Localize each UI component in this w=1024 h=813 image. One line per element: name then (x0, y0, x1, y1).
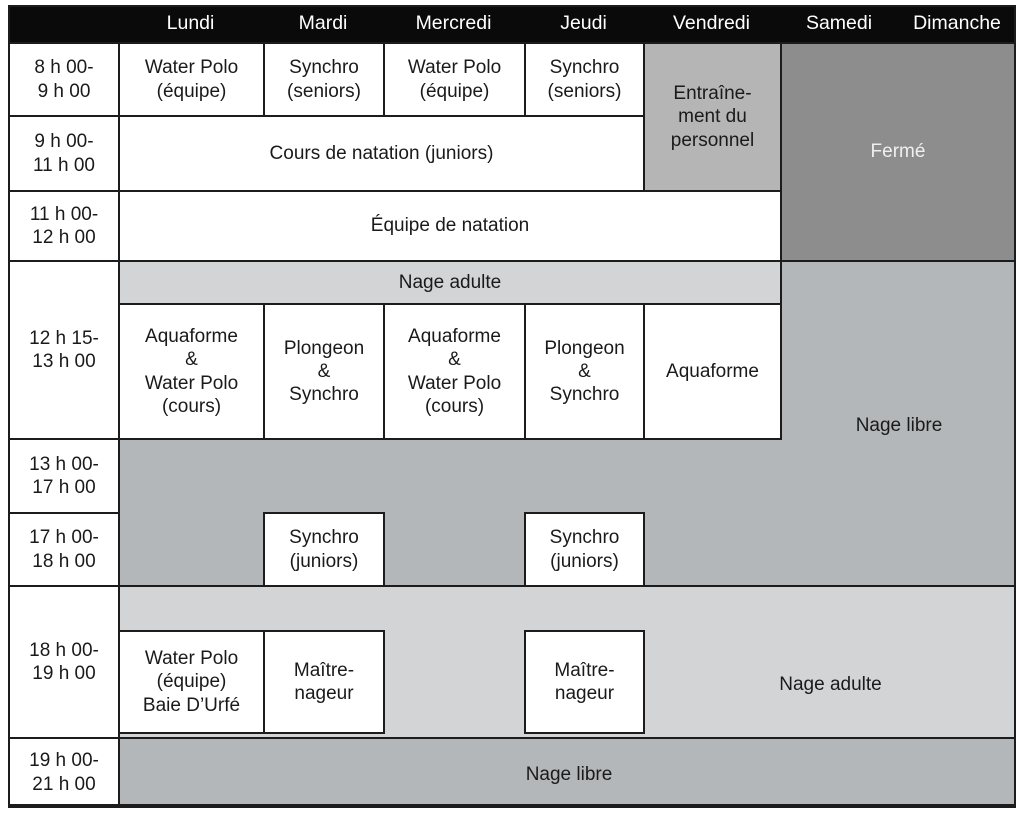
cell-12h-mardi-plongeon-synchro: Plongeon & Synchro (263, 303, 385, 440)
time-slot-11h: 11 h 00- 12 h 00 (8, 190, 120, 262)
day-header-vendredi: Vendredi (673, 12, 750, 34)
cell-8h-jeudi-synchro: Synchro (seniors) (524, 42, 645, 117)
cell-12h-vendredi-aquaforme: Aquaforme (643, 303, 782, 440)
cell-8h-mercredi-water-polo: Water Polo (équipe) (383, 42, 526, 117)
day-header-lundi: Lundi (166, 12, 215, 34)
cell-11h-swim-team: Équipe de natation (118, 190, 782, 262)
cell-weekend-closed: Fermé (780, 42, 1016, 262)
day-header-mercredi: Mercredi (415, 12, 492, 34)
free-swim-afternoon-label: Nage libre (855, 414, 943, 436)
time-slot-19h: 19 h 00- 21 h 00 (8, 737, 120, 808)
time-slot-17h: 17 h 00- 18 h 00 (8, 512, 120, 587)
adult-swim-evening-label: Nage adulte (779, 673, 882, 695)
cell-18h-jeudi-maitre-nageur: Maître- nageur (524, 630, 645, 734)
cell-12h-adult-swim-strip: Nage adulte (118, 260, 782, 305)
day-header-dimanche: Dimanche (913, 12, 1001, 34)
cell-18h-mardi-maitre-nageur: Maître- nageur (263, 630, 385, 734)
cell-9h-swim-lessons: Cours de natation (juniors) (118, 115, 645, 192)
cell-12h-mercredi-aquaforme-water-polo: Aquaforme & Water Polo (cours) (383, 303, 526, 440)
cell-vendredi-staff-training: Entraîne- ment du personnel (643, 42, 782, 192)
day-header-jeudi: Jeudi (560, 12, 607, 34)
time-slot-12h15: 12 h 15- 13 h 00 (8, 260, 120, 440)
free-swim-night-label: Nage libre (525, 763, 613, 785)
day-header-samedi: Samedi (805, 12, 873, 34)
time-slot-8h: 8 h 00- 9 h 00 (8, 42, 120, 117)
time-slot-9h: 9 h 00- 11 h 00 (8, 115, 120, 192)
time-slot-13h: 13 h 00- 17 h 00 (8, 438, 120, 514)
cell-12h-lundi-aquaforme-water-polo: Aquaforme & Water Polo (cours) (118, 303, 265, 440)
region-free-swim-night (118, 737, 1016, 808)
cell-8h-mardi-synchro: Synchro (seniors) (263, 42, 385, 117)
cell-18h-lundi-water-polo-baie-durfe: Water Polo (équipe) Baie D’Urfé (118, 630, 265, 734)
cell-12h-jeudi-plongeon-synchro: Plongeon & Synchro (524, 303, 645, 440)
cell-8h-lundi-water-polo: Water Polo (équipe) (118, 42, 265, 117)
cell-17h-jeudi-synchro-juniors: Synchro (juniors) (524, 512, 645, 587)
time-slot-18h: 18 h 00- 19 h 00 (8, 585, 120, 739)
cell-17h-mardi-synchro-juniors: Synchro (juniors) (263, 512, 385, 587)
day-header-mardi: Mardi (298, 12, 348, 34)
